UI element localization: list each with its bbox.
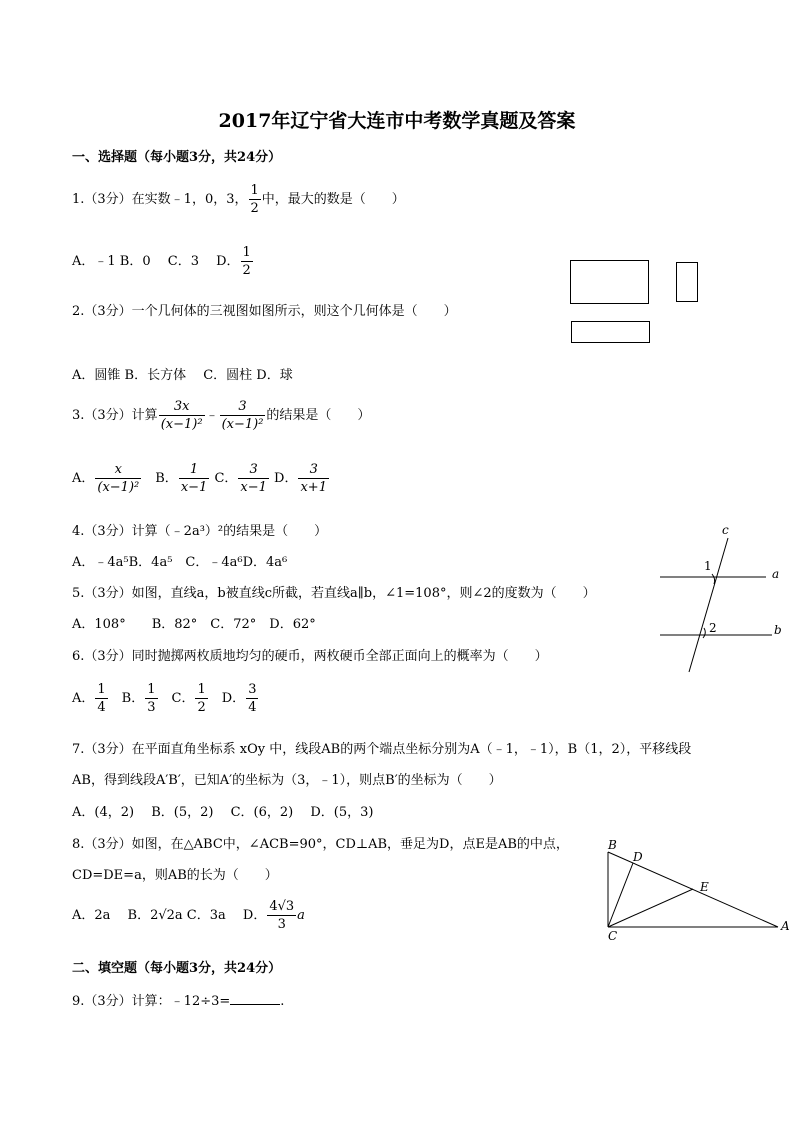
q3-fraction-1: $\frac{3x}{\text{(x−1)²}}$ (160, 399, 203, 432)
page-title: 2017年辽宁省大连市中考数学真题及答案 (218, 110, 576, 132)
question-6-options (72, 681, 259, 716)
label-a: a (772, 567, 780, 581)
question-6: 6.（3分）同时抛掷两枚质地均匀的硬币，两枚硬币全部正面向上的概率为（ ） (72, 649, 548, 664)
q3-prefix: 3.（3分）计算 (72, 408, 158, 423)
label-C: C (608, 929, 618, 943)
section-heading-fill: 二、填空题（每小题3分，共24分） (72, 961, 282, 976)
q3-suffix: 的结果是（ ） (266, 408, 371, 423)
question-2: 2.（3分）一个几何体的三视图如图所示，则这个几何体是（ ） (72, 304, 457, 319)
q3-option-c: $\frac{3}{x-1}$ (240, 462, 267, 495)
top-view-rect (572, 322, 650, 343)
q6-option-b: $\frac{1}{3}$ (147, 682, 156, 715)
label-E: E (700, 880, 709, 894)
q1-options-text: A．﹣1 B．0 C．3 D． (72, 254, 240, 269)
question-7-line-2: AB，得到线段A′B′，已知A′的坐标为（3，﹣1），则点B′的坐标为（ ） (72, 773, 502, 788)
question-8-options (72, 898, 305, 933)
q8-options-text: A．2a B．2√2a C．3a D． (72, 908, 267, 923)
q6-option-d: $\frac{3}{4}$ (248, 682, 257, 715)
q9-prefix: 9.（3分）计算：﹣12÷3= (72, 994, 231, 1009)
question-3-options (72, 461, 330, 496)
question-7-options: A．(4，2) B．(5，2) C．(6，2) D．(5，3) (72, 805, 374, 820)
section-heading-choice: 一、选择题（每小题3分，共24分） (72, 150, 282, 165)
q3-option-b-label: B． (142, 471, 178, 486)
label-angle-1: 1 (704, 559, 712, 573)
question-4: 4.（3分）计算（﹣2a³）²的结果是（ ） (72, 524, 328, 539)
question-8-line-1: 8.（3分）如图，在△ABC中，∠ACB=90°，CD⊥AB，垂足为D，点E是AB的中点， (72, 837, 569, 852)
label-c: c (722, 523, 729, 537)
q3-option-a-label: A． (72, 471, 95, 486)
label-angle-2: 2 (709, 621, 717, 635)
q8-option-d-tail: a (297, 908, 305, 923)
question-1-options (72, 244, 254, 279)
question-5-options: A．108° B．82° C．72° D．62° (72, 617, 316, 632)
q1-fraction: $\frac{1}{2}$ (250, 183, 259, 216)
label-A: A (781, 919, 790, 933)
question-9 (72, 990, 284, 1009)
q6-option-b-label: B． (108, 691, 145, 706)
q1-prefix: 1.（3分）在实数﹣1，0，3， (72, 192, 248, 207)
side-view-rect (677, 263, 698, 302)
q3-option-c-label: C． (210, 471, 238, 486)
q9-answer-blank (230, 992, 280, 1005)
question-2-options: A．圆锥 B．长方体 C．圆柱 D．球 (72, 368, 293, 383)
q3-option-b: $\frac{1}{x-1}$ (180, 462, 208, 495)
q3-option-a: $\frac{x}{\text{(x−1)²}}$ (97, 462, 140, 495)
question-1 (72, 182, 405, 217)
angle-2-arc (703, 628, 705, 638)
question-4-options: A．﹣4a⁵B．4a⁵ C．﹣4a⁶D．4a⁶ (72, 555, 288, 570)
q1-suffix: 中，最大的数是（ ） (261, 192, 405, 207)
q1-option-d-fraction: $\frac{1}{2}$ (242, 245, 251, 278)
front-view-rect (571, 261, 649, 304)
q8-option-d-fraction: $\frac{4√3}{3}$ (269, 899, 295, 932)
question-3 (72, 398, 370, 433)
q3-minus: ﹣ (205, 408, 219, 423)
q6-option-c-label: C． (158, 691, 195, 706)
triangle-figure (598, 834, 794, 944)
q9-suffix: . (280, 994, 285, 1009)
three-views-figure (566, 256, 706, 348)
q3-fraction-2: $\frac{3}{\text{(x−1)²}}$ (221, 399, 264, 432)
question-8-line-2: CD=DE=a，则AB的长为（ ） (72, 868, 278, 883)
q6-option-d-label: D． (208, 691, 246, 706)
parallel-lines-figure (652, 522, 788, 674)
label-B: B (608, 838, 617, 852)
label-D: D (633, 850, 643, 864)
label-b: b (774, 623, 782, 637)
question-5: 5.（3分）如图，直线a，b被直线c所截，若直线a∥b，∠1=108°，则∠2的度数为（ ） (72, 586, 596, 601)
q3-option-d: $\frac{3}{x+1}$ (300, 462, 327, 495)
question-7-line-1: 7.（3分）在平面直角坐标系 xOy 中，线段AB的两个端点坐标分别为A（﹣1，﹣1），B（1，2），平移线段 (72, 742, 692, 757)
q6-option-a-label: A． (72, 691, 95, 706)
q6-option-c: $\frac{1}{2}$ (197, 682, 206, 715)
angle-1-arc (712, 574, 715, 584)
q6-option-a: $\frac{1}{4}$ (97, 682, 106, 715)
q3-option-d-label: D． (269, 471, 298, 486)
